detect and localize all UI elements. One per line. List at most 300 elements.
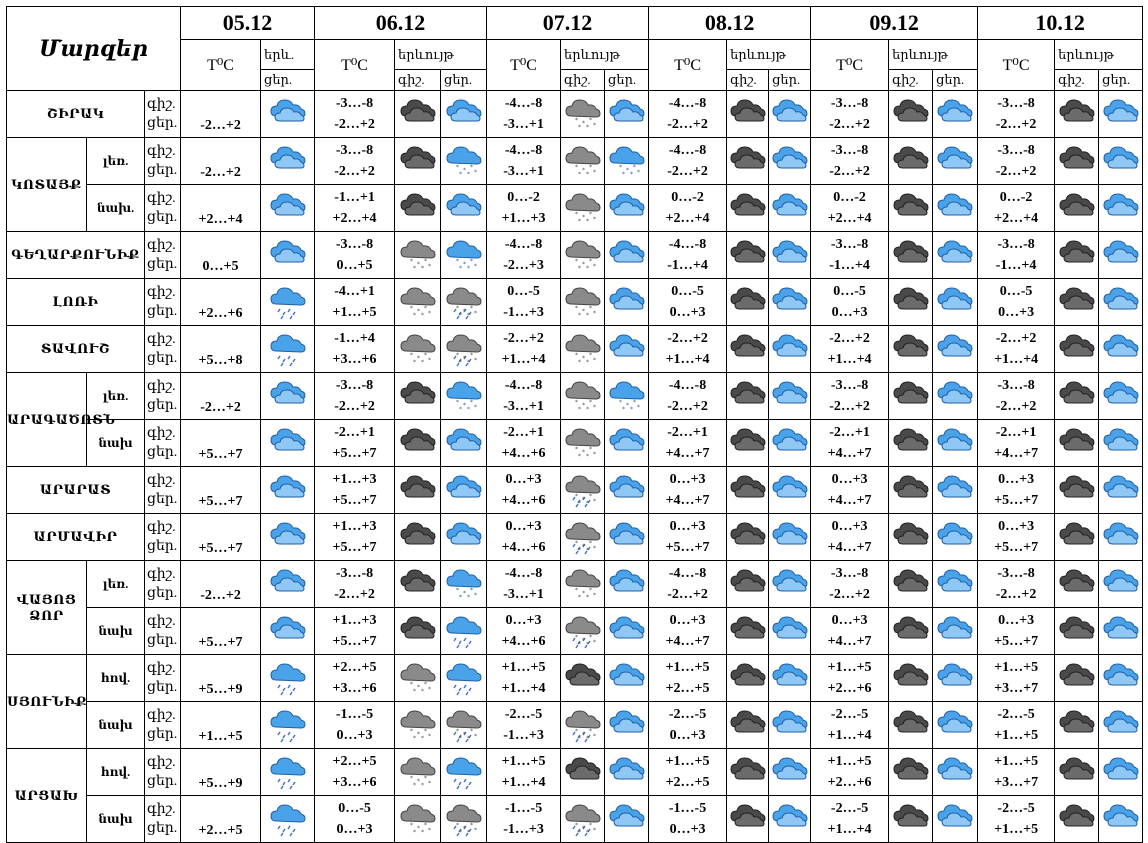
cloud-icon-svg [607, 564, 647, 604]
night-temp: -4…-8 [668, 378, 707, 393]
cloud-icon-svg [935, 705, 975, 745]
temp-range [315, 655, 395, 702]
svg-text:*: * [466, 594, 470, 601]
cloud-icon [769, 561, 811, 608]
cloud-icon-svg [268, 94, 308, 134]
region-name: ԼՈՌԻ [7, 279, 145, 326]
svg-text:*: * [455, 352, 459, 359]
snow-cloud-icon-svg [563, 141, 603, 181]
night-temp: +2…+5 [332, 660, 377, 675]
table-row [7, 91, 1143, 138]
dark-cloud-icon [1055, 373, 1099, 420]
dark-cloud-icon [1055, 326, 1099, 373]
day-temp: +5…+7 [181, 514, 261, 561]
dark-cloud-icon [889, 608, 933, 655]
svg-text:*: * [420, 829, 424, 836]
cloud-icon [769, 796, 811, 843]
cloud-icon [441, 420, 487, 467]
dark-cloud-icon-svg [398, 188, 438, 228]
day-temp: -2…+2 [995, 587, 1037, 602]
svg-text:*: * [469, 728, 473, 735]
cloud-icon [1099, 514, 1143, 561]
cloud-icon-svg [770, 517, 810, 557]
day-temp: +1…+4 [827, 822, 872, 837]
svg-text:*: * [466, 312, 470, 319]
snowfall-icon-svg [607, 376, 647, 416]
svg-text:*: * [588, 211, 592, 218]
night-temp: 0…-2 [833, 190, 866, 205]
rain-cloud-icon-svg [268, 658, 308, 698]
day-temp: -1…+3 [503, 728, 544, 743]
night-temp: -4…-8 [504, 378, 543, 393]
day-label: ցեր. [147, 492, 178, 507]
cloud-icon-svg [607, 188, 647, 228]
night-temp: -3…-8 [335, 237, 374, 252]
svg-text:*: * [427, 357, 431, 364]
svg-text:*: * [412, 735, 416, 742]
subregion-label: նախ [87, 796, 145, 843]
day-temp: -2…+2 [829, 587, 870, 602]
cloud-icon-svg [770, 282, 810, 322]
table-row [7, 749, 1143, 796]
subregion-label: նախ. [87, 185, 145, 232]
snow-cloud-icon [395, 749, 441, 796]
night-temp: -3…-8 [997, 143, 1035, 158]
cloud-icon [769, 514, 811, 561]
cloud-icon-svg [1101, 376, 1141, 416]
svg-text:*: * [588, 446, 592, 453]
day-temp: -3…+1 [503, 587, 544, 602]
dark-cloud-icon [727, 373, 769, 420]
svg-text:*: * [577, 265, 581, 272]
cloud-icon [769, 185, 811, 232]
cloud-icon [605, 796, 649, 843]
night-temp: -3…-8 [335, 96, 374, 111]
svg-text:*: * [473, 357, 477, 364]
temp-range [811, 91, 889, 138]
temp-range [649, 373, 727, 420]
snowfall-icon-svg [607, 141, 647, 181]
snow-cloud-icon [561, 279, 605, 326]
svg-text:*: * [592, 827, 596, 834]
day-temp: +1…+4 [665, 352, 710, 367]
temp-range [811, 749, 889, 796]
snow-cloud-icon-svg [563, 188, 603, 228]
cloud-icon-svg [770, 188, 810, 228]
dark-cloud-icon-svg [1057, 611, 1097, 651]
rain-cloud-icon-svg [268, 752, 308, 792]
dark-cloud-icon-svg [891, 658, 931, 698]
cloud-icon-svg [1101, 94, 1141, 134]
svg-text:*: * [588, 399, 592, 406]
night-temp: -2…+2 [503, 331, 544, 346]
day-temp: +1…+4 [501, 352, 546, 367]
cloud-icon [441, 514, 487, 561]
dark-cloud-icon [889, 326, 933, 373]
dark-cloud-icon [889, 514, 933, 561]
night-temp: 0…-5 [999, 284, 1033, 299]
night-temp: -1…+4 [334, 331, 375, 346]
dark-cloud-icon [395, 185, 441, 232]
svg-text:*: * [420, 312, 424, 319]
cloud-icon [261, 467, 315, 514]
cloud-icon-svg [935, 517, 975, 557]
svg-text:*: * [577, 735, 581, 742]
svg-text:*: * [420, 265, 424, 272]
day-temp: +4…+7 [827, 446, 872, 461]
cloud-icon-svg [935, 752, 975, 792]
cloud-icon-svg [268, 376, 308, 416]
night-temp: +1…+3 [332, 519, 377, 534]
day-temp: +4…+7 [827, 634, 872, 649]
day-temp: -2…+2 [334, 399, 375, 414]
svg-text:*: * [581, 355, 585, 362]
dark-cloud-icon-svg [728, 235, 768, 275]
time-labels [145, 749, 181, 796]
svg-text:*: * [469, 258, 473, 265]
night-temp: +1…+5 [665, 660, 710, 675]
day-temp: -1…+4 [995, 258, 1037, 273]
dark-cloud-icon [1055, 702, 1099, 749]
svg-text:*: * [588, 587, 592, 594]
day-temp: -2…+2 [829, 117, 870, 132]
svg-text:*: * [427, 827, 431, 834]
svg-text:*: * [581, 120, 585, 127]
night-temp: -1…-5 [335, 707, 374, 722]
cloud-icon [769, 232, 811, 279]
phenomenon-header: երևույթ [395, 40, 487, 70]
snow-cloud-icon-svg [563, 564, 603, 604]
svg-text:*: * [574, 446, 578, 453]
night-temp: -1…-5 [504, 801, 543, 816]
cloud-icon-svg [935, 235, 975, 275]
day-temp: -1…+3 [503, 305, 544, 320]
day-label: ցեր. [147, 163, 178, 178]
date-header: 10.12 [978, 7, 1143, 40]
night-temp: -4…-8 [504, 143, 543, 158]
sleet-icon [561, 608, 605, 655]
day-temp: -2…+2 [181, 91, 261, 138]
dark-cloud-icon [395, 561, 441, 608]
svg-text:*: * [588, 634, 592, 641]
cloud-icon [605, 279, 649, 326]
svg-text:*: * [588, 117, 592, 124]
day-temp: +3…+7 [994, 775, 1039, 790]
svg-text:*: * [581, 449, 585, 456]
svg-text:*: * [574, 399, 578, 406]
subregion-label: լեռ. [87, 138, 145, 185]
region-name: ՎԱՅՈՑ ՁՈՐ [7, 561, 87, 655]
time-labels [145, 185, 181, 232]
snow-cloud-icon-svg [563, 94, 603, 134]
svg-text:*: * [581, 167, 585, 174]
day-temp: +5…+7 [181, 467, 261, 514]
cloud-icon [605, 655, 649, 702]
cloud-icon-svg [1101, 235, 1141, 275]
day-temp: -3…+1 [503, 117, 544, 132]
night-temp: 0…+3 [669, 519, 706, 534]
day-temp: +5…+8 [181, 326, 261, 373]
time-labels [145, 514, 181, 561]
snow-cloud-icon [561, 91, 605, 138]
temp-range [649, 796, 727, 843]
dark-cloud-icon [1055, 138, 1099, 185]
temp-range [649, 326, 727, 373]
dark-cloud-icon [727, 514, 769, 561]
dark-cloud-icon [889, 467, 933, 514]
svg-text:*: * [455, 587, 459, 594]
svg-text:*: * [469, 164, 473, 171]
night-temp: -3…-8 [830, 143, 869, 158]
day-temp: +5…+7 [332, 446, 377, 461]
night-temp: 0…-5 [507, 284, 540, 299]
temp-range [978, 561, 1055, 608]
dark-cloud-icon [727, 279, 769, 326]
svg-text:*: * [466, 359, 470, 366]
snowfall-icon [441, 373, 487, 420]
day-temp: -2…+3 [503, 258, 544, 273]
sleet-icon-svg [444, 705, 484, 745]
temp-range [811, 138, 889, 185]
day-label: ցեր. [147, 445, 178, 460]
night-temp: -3…-8 [997, 96, 1035, 111]
forecast-table [6, 6, 1143, 843]
night-temp: 0…+3 [669, 472, 706, 487]
snow-cloud-icon-svg [563, 423, 603, 463]
dark-cloud-icon [395, 608, 441, 655]
svg-text:*: * [473, 404, 477, 411]
svg-text:*: * [416, 825, 420, 832]
time-labels [145, 655, 181, 702]
svg-text:*: * [625, 167, 629, 174]
date-header: 05.12 [181, 7, 315, 40]
dark-cloud-icon [395, 514, 441, 561]
temp-range [487, 608, 561, 655]
cloud-icon [933, 702, 978, 749]
cloud-icon-svg [935, 188, 975, 228]
dark-cloud-icon-svg [728, 564, 768, 604]
svg-text:*: * [416, 684, 420, 691]
night-temp: -3…-8 [997, 566, 1035, 581]
time-labels [145, 608, 181, 655]
night-temp: +1…+3 [332, 613, 377, 628]
cloud-icon [933, 185, 978, 232]
temp-range [315, 561, 395, 608]
temp-range [315, 608, 395, 655]
day-subheader: ցեր. [769, 70, 811, 91]
cloud-icon [605, 514, 649, 561]
temp-range [811, 796, 889, 843]
svg-text:*: * [625, 402, 629, 409]
temp-range [811, 373, 889, 420]
dark-cloud-icon-svg [398, 564, 438, 604]
night-temp: 0…-5 [833, 284, 866, 299]
night-temp: 0…+3 [831, 613, 868, 628]
day-temp: +2…+4 [665, 211, 710, 226]
cloud-icon [261, 185, 315, 232]
day-temp: +3…+6 [332, 352, 377, 367]
day-temp: +1…+4 [994, 352, 1039, 367]
temp-range [487, 185, 561, 232]
day-temp: 0…+3 [998, 305, 1035, 320]
cloud-icon-svg [444, 470, 484, 510]
day-temp: +1…+3 [501, 211, 546, 226]
dark-cloud-icon-svg [891, 705, 931, 745]
cloud-icon [605, 185, 649, 232]
dark-cloud-icon [889, 749, 933, 796]
temp-range [487, 796, 561, 843]
dark-cloud-icon-svg [891, 799, 931, 839]
temp-header: T⁰C [811, 40, 889, 91]
svg-text:*: * [592, 310, 596, 317]
cloud-icon [605, 420, 649, 467]
snow-cloud-icon [395, 796, 441, 843]
dark-cloud-icon-svg [728, 282, 768, 322]
phenomenon-header: երևույթ [1055, 40, 1143, 70]
day-temp: +5…+7 [332, 540, 377, 555]
day-temp: +1…+5 [181, 702, 261, 749]
night-temp: -1…+1 [334, 190, 375, 205]
svg-text:*: * [618, 399, 622, 406]
date-header: 07.12 [487, 7, 649, 40]
day-label: ցեր. [147, 727, 178, 742]
temp-range [649, 185, 727, 232]
cloud-icon [933, 279, 978, 326]
time-labels [145, 326, 181, 373]
day-label: ցեր. [147, 821, 178, 836]
day-temp: +1…+4 [501, 681, 546, 696]
subregion-label: հով. [87, 655, 145, 702]
temp-range [811, 232, 889, 279]
night-temp: 0…+3 [998, 519, 1035, 534]
svg-text:*: * [588, 352, 592, 359]
snowfall-icon-svg [444, 376, 484, 416]
cloud-icon [933, 561, 978, 608]
temp-range [487, 279, 561, 326]
dark-cloud-icon-svg [728, 329, 768, 369]
dark-cloud-icon-svg [728, 376, 768, 416]
svg-text:*: * [473, 310, 477, 317]
temp-range [649, 232, 727, 279]
svg-text:*: * [636, 404, 640, 411]
snow-cloud-icon [395, 655, 441, 702]
cloud-icon-svg [268, 188, 308, 228]
temp-range [811, 514, 889, 561]
cloud-icon-svg [770, 611, 810, 651]
svg-text:*: * [585, 312, 589, 319]
dark-cloud-icon [889, 373, 933, 420]
cloud-icon [933, 514, 978, 561]
day-temp: 0…+3 [336, 728, 373, 743]
svg-text:*: * [412, 359, 416, 366]
snowfall-icon-svg [444, 564, 484, 604]
svg-text:*: * [577, 547, 581, 554]
night-temp: 0…+3 [505, 519, 542, 534]
dark-cloud-icon-svg [1057, 141, 1097, 181]
day-label: ցեր. [147, 586, 178, 601]
day-temp: -2…+2 [334, 164, 375, 179]
temp-range [315, 467, 395, 514]
temp-range [978, 185, 1055, 232]
cloud-icon-svg [935, 423, 975, 463]
dark-cloud-icon [395, 373, 441, 420]
temp-range [978, 702, 1055, 749]
night-temp: 0…+3 [831, 472, 868, 487]
svg-text:*: * [588, 540, 592, 547]
day-temp: +5…+9 [181, 655, 261, 702]
dark-cloud-icon-svg [891, 470, 931, 510]
night-label: գիշ. [147, 97, 176, 112]
cloud-icon-svg [770, 658, 810, 698]
svg-text:*: * [458, 312, 462, 319]
svg-text:*: * [427, 263, 431, 270]
svg-text:*: * [592, 733, 596, 740]
svg-text:*: * [585, 829, 589, 836]
dark-cloud-icon-svg [398, 376, 438, 416]
cloud-icon-svg [935, 94, 975, 134]
night-temp: -3…-8 [830, 96, 869, 111]
snow-cloud-icon [561, 420, 605, 467]
day-temp: -2…+2 [181, 561, 261, 608]
cloud-icon [769, 138, 811, 185]
svg-text:*: * [455, 728, 459, 735]
table-row [7, 373, 1143, 420]
sleet-icon [561, 514, 605, 561]
cloud-icon [769, 420, 811, 467]
cloud-icon-svg [268, 517, 308, 557]
snowfall-icon [605, 373, 649, 420]
day-temp: +4…+7 [665, 446, 710, 461]
cloud-icon-svg [1101, 705, 1141, 745]
cloud-icon [933, 655, 978, 702]
night-subheader: գիշ. [395, 70, 441, 91]
dark-cloud-icon-svg [1057, 423, 1097, 463]
dark-cloud-icon-svg [728, 611, 768, 651]
svg-text:*: * [420, 688, 424, 695]
rain-cloud-icon [261, 279, 315, 326]
night-label: գիշ. [147, 802, 176, 817]
day-temp: +5…+7 [181, 420, 261, 467]
cloud-icon-svg [1101, 611, 1141, 651]
cloud-icon-svg [935, 611, 975, 651]
cloud-icon [605, 749, 649, 796]
temp-range [649, 467, 727, 514]
day-temp: -3…+1 [503, 164, 544, 179]
night-temp: -4…-8 [668, 96, 707, 111]
day-temp: +1…+4 [501, 775, 546, 790]
night-label: գիշ. [147, 661, 176, 676]
snow-cloud-icon-svg [398, 235, 438, 275]
dark-cloud-icon [889, 232, 933, 279]
cloud-icon-svg [607, 705, 647, 745]
svg-text:*: * [577, 218, 581, 225]
svg-text:*: * [581, 308, 585, 315]
svg-text:*: * [585, 171, 589, 178]
cloud-icon [1099, 608, 1143, 655]
cloud-icon-svg [607, 517, 647, 557]
dark-cloud-icon-svg [891, 282, 931, 322]
night-label: գիշ. [147, 708, 176, 723]
svg-text:*: * [585, 218, 589, 225]
cloud-icon [605, 326, 649, 373]
day-temp: 0…+3 [831, 305, 868, 320]
cloud-icon [261, 232, 315, 279]
date-header: 09.12 [811, 7, 978, 40]
svg-text:*: * [469, 352, 473, 359]
rain-cloud-icon-svg [268, 705, 308, 745]
night-temp: -4…-8 [504, 237, 543, 252]
svg-text:*: * [423, 258, 427, 265]
